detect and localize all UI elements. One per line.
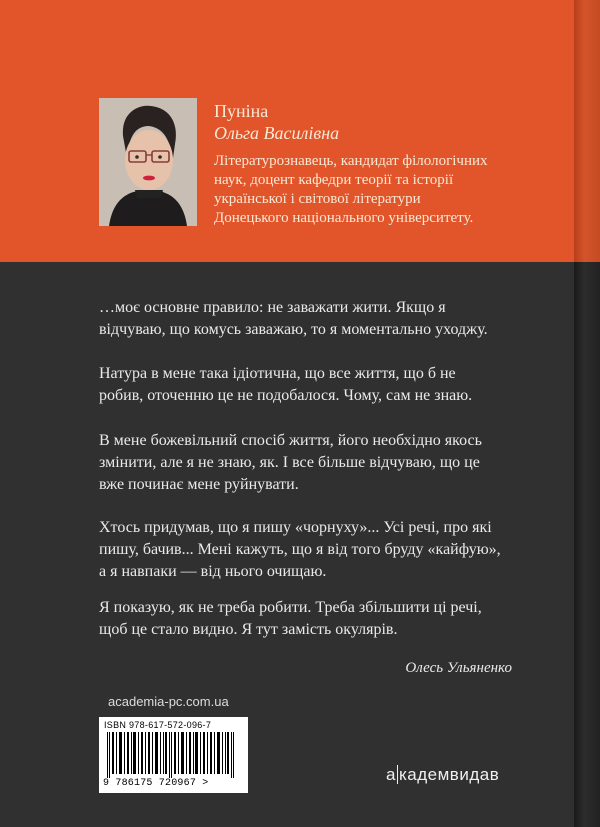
publisher-logo xyxy=(386,765,499,785)
quote-line: Я показую, як не треба робити. Треба збільшити ці речі, xyxy=(99,599,482,616)
bio-line: української і світової літератури xyxy=(214,191,421,207)
quote-paragraph xyxy=(99,363,539,407)
author-given-name: Ольга Василівна xyxy=(214,123,340,143)
quote-paragraph xyxy=(99,430,539,496)
quote-paragraph xyxy=(99,597,539,641)
author-photo xyxy=(99,98,197,226)
barcode-icon xyxy=(105,732,242,778)
isbn-text: ISBN 978-617-572-096-7 xyxy=(104,720,212,730)
quote-attribution: Олесь Ульяненко xyxy=(405,660,512,676)
barcode-number: 9 786175 720967 > xyxy=(103,778,209,789)
quote-line: пишу, бачив... Мені кажуть, що я від того бруду «кайфую», xyxy=(99,541,501,558)
bio-line: Донецького національного університету. xyxy=(214,210,474,226)
quote-line: змінити, але я не знаю, як. І все більше відчуваю, що це xyxy=(99,454,480,471)
publisher-website: academia-pc.com.ua xyxy=(108,694,229,709)
author-bio xyxy=(214,152,534,228)
quote-line: Натура в мене така ідіотична, що все життя, що б не xyxy=(99,365,456,382)
quote-line: …моє основне правило: не заважати жити. Якщо я xyxy=(99,299,446,316)
quote-line: а я навпаки — від нього очищаю. xyxy=(99,563,327,580)
publisher-logo-a: а xyxy=(386,765,396,784)
quote-paragraph xyxy=(99,517,539,583)
quote-paragraph xyxy=(99,297,539,341)
author-surname: Пуніна xyxy=(214,101,269,121)
quote-line: вже починає мене руйнувати. xyxy=(99,476,299,493)
quote-line: В мене божевільний спосіб життя, його необхідно якось xyxy=(99,432,482,449)
spine-edge-orange xyxy=(574,0,600,262)
quote-line: щоб це стало видно. Я тут замість окулярів. xyxy=(99,621,398,638)
quote-line: відчуваю, що комусь заважаю, то я моментально уходжу. xyxy=(99,321,488,338)
isbn-barcode xyxy=(99,717,248,793)
quote-line: Хтось придумав, що я пишу «чорнуху»... Усі речі, про які xyxy=(99,519,492,536)
bio-line: Літературознавець, кандидат філологічних xyxy=(214,153,488,169)
quote-line: робив, оточенню це не подобалося. Чому, сам не знаю. xyxy=(99,387,473,404)
bio-line: наук, доцент кафедри теорії та історії xyxy=(214,172,454,188)
publisher-logo-rest: кадемвидав xyxy=(398,765,500,784)
spine-edge-dark xyxy=(574,262,600,827)
